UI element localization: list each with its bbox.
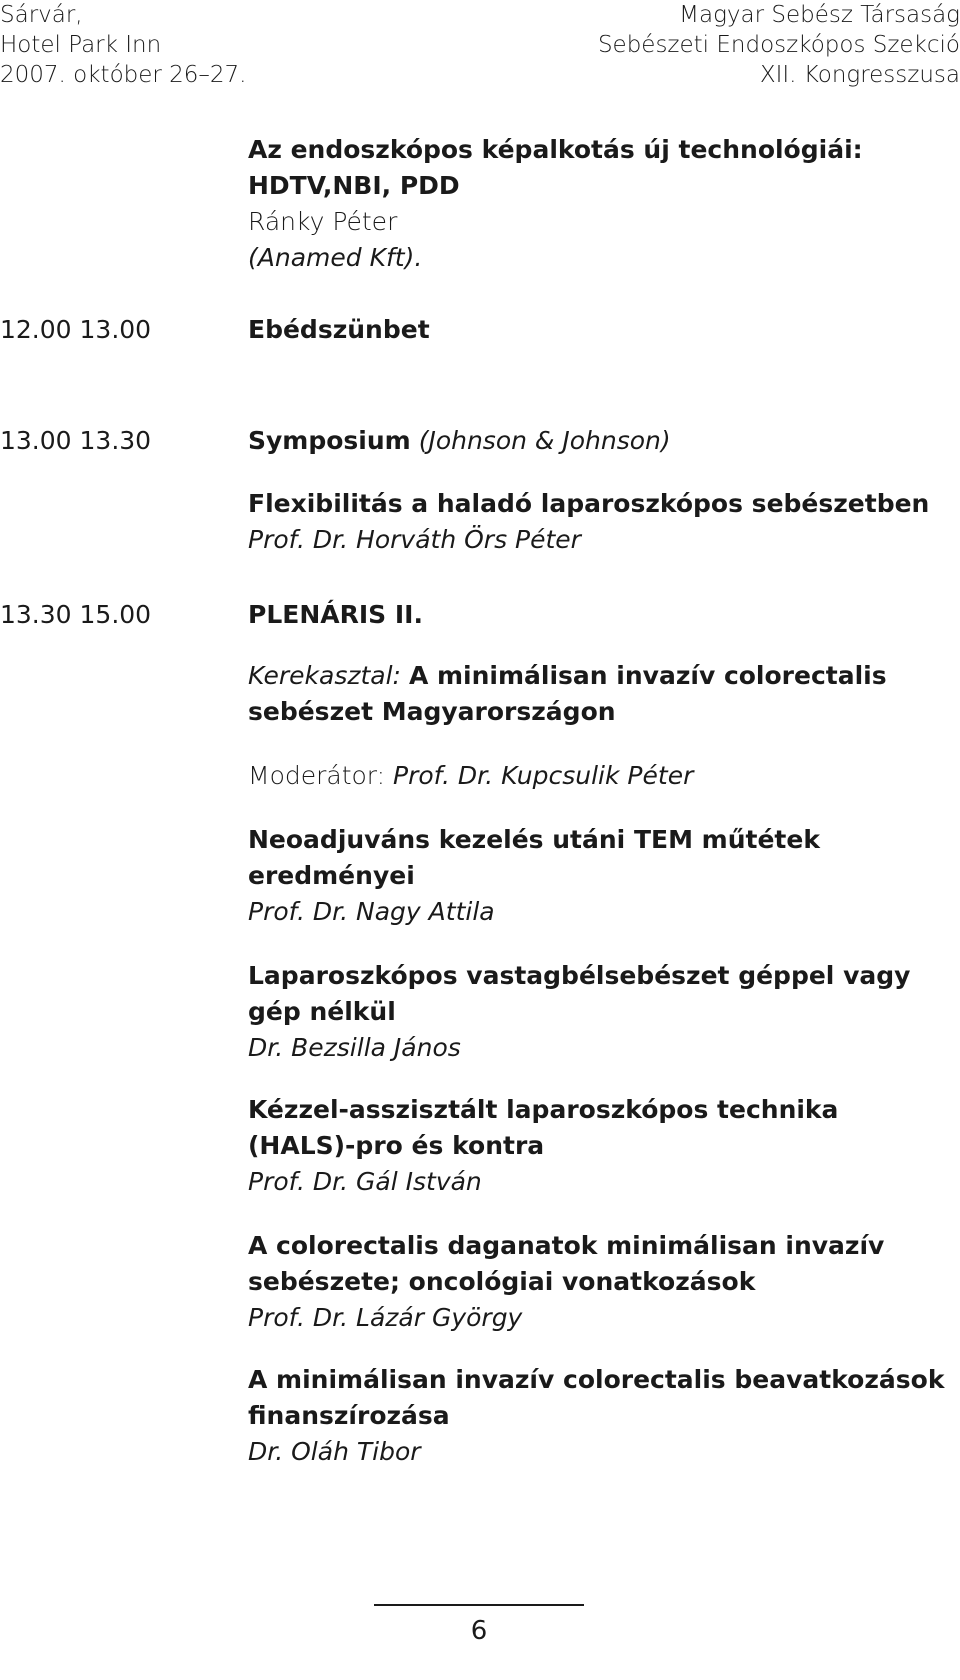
talk-author: Dr. Bezsilla János <box>248 1033 461 1062</box>
talk-item <box>248 1362 960 1470</box>
talk-author: Prof. Dr. Gál István <box>248 1167 482 1196</box>
symposium-sponsor: (Johnson & Johnson) <box>418 426 671 455</box>
moderator <box>248 758 960 794</box>
lunch-title: Ebédszünbet <box>248 315 430 344</box>
header-date: 2007. október 26–27. <box>0 62 247 88</box>
talk-title-line-1: Laparoszkópos vastagbélsebészet géppel vagy <box>248 961 911 990</box>
page-number: 6 <box>470 1616 488 1646</box>
intro-affiliation: (Anamed Kft). <box>248 243 423 272</box>
talk-item <box>248 1228 960 1336</box>
symposium-talk-author: Prof. Dr. Horváth Örs Péter <box>248 525 581 554</box>
talk-item <box>248 1092 960 1200</box>
header-venue: Hotel Park Inn <box>0 32 162 58</box>
talk-author: Dr. Oláh Tibor <box>248 1437 421 1466</box>
header-organization <box>598 0 960 90</box>
symposium-time: 13.00 13.30 <box>0 426 152 455</box>
intro-title-line-1: Az endoszkópos képalkotás új technológiái: <box>248 135 863 164</box>
header-city: Sárvár, <box>0 2 83 28</box>
roundtable-title-line-2: sebészet Magyarországon <box>248 697 616 726</box>
talk-author: Prof. Dr. Nagy Attila <box>248 897 495 926</box>
talk-author: Prof. Dr. Lázár György <box>248 1303 523 1332</box>
plenary-time: 13.30 15.00 <box>0 600 152 629</box>
intro-talk <box>248 132 960 276</box>
header-location <box>0 0 247 90</box>
moderator-label: Moderátor: <box>248 761 386 790</box>
intro-title-line-2: HDTV,NBI, PDD <box>248 171 460 200</box>
moderator-name: Prof. Dr. Kupcsulik Péter <box>393 761 694 790</box>
header-section: Sebészeti Endoszkópos Szekció <box>597 32 960 58</box>
talk-title-line-1: Kézzel-asszisztált laparoszkópos technika <box>248 1095 839 1124</box>
talk-title-line-2: gép nélkül <box>248 997 396 1026</box>
symposium-talk-title: Flexibilitás a haladó laparoszkópos sebészetben <box>248 489 930 518</box>
talk-title-line-1: A minimálisan invazív colorectalis beavatkozások <box>248 1365 945 1394</box>
lunch-time: 12.00 13.00 <box>0 315 152 344</box>
header-society: Magyar Sebész Társaság <box>679 2 960 28</box>
talk-title-line-2: sebészete; oncológiai vonatkozások <box>248 1267 756 1296</box>
roundtable <box>248 658 960 730</box>
talk-title-line-2: eredményei <box>248 861 415 890</box>
roundtable-title-line-1: A minimálisan invazív colorectalis <box>408 661 887 690</box>
roundtable-label: Kerekasztal: <box>248 661 401 690</box>
talk-item <box>248 958 960 1066</box>
talk-title-line-2: (HALS)-pro és kontra <box>248 1131 545 1160</box>
intro-author: Ránky Péter <box>248 207 398 236</box>
talk-item <box>248 822 960 930</box>
symposium-talk <box>248 486 960 558</box>
symposium-heading <box>248 423 960 459</box>
plenary-title: PLENÁRIS II. <box>248 600 423 629</box>
talk-title-line-1: A colorectalis daganatok minimálisan invazív <box>248 1231 885 1260</box>
talk-title-line-2: finanszírozása <box>248 1401 450 1430</box>
footer-rule <box>374 1604 584 1606</box>
talk-title-line-1: Neoadjuváns kezelés utáni TEM műtétek <box>248 825 820 854</box>
symposium-title: Symposium <box>248 426 411 455</box>
header-congress: XII. Kongresszusa <box>759 62 960 88</box>
